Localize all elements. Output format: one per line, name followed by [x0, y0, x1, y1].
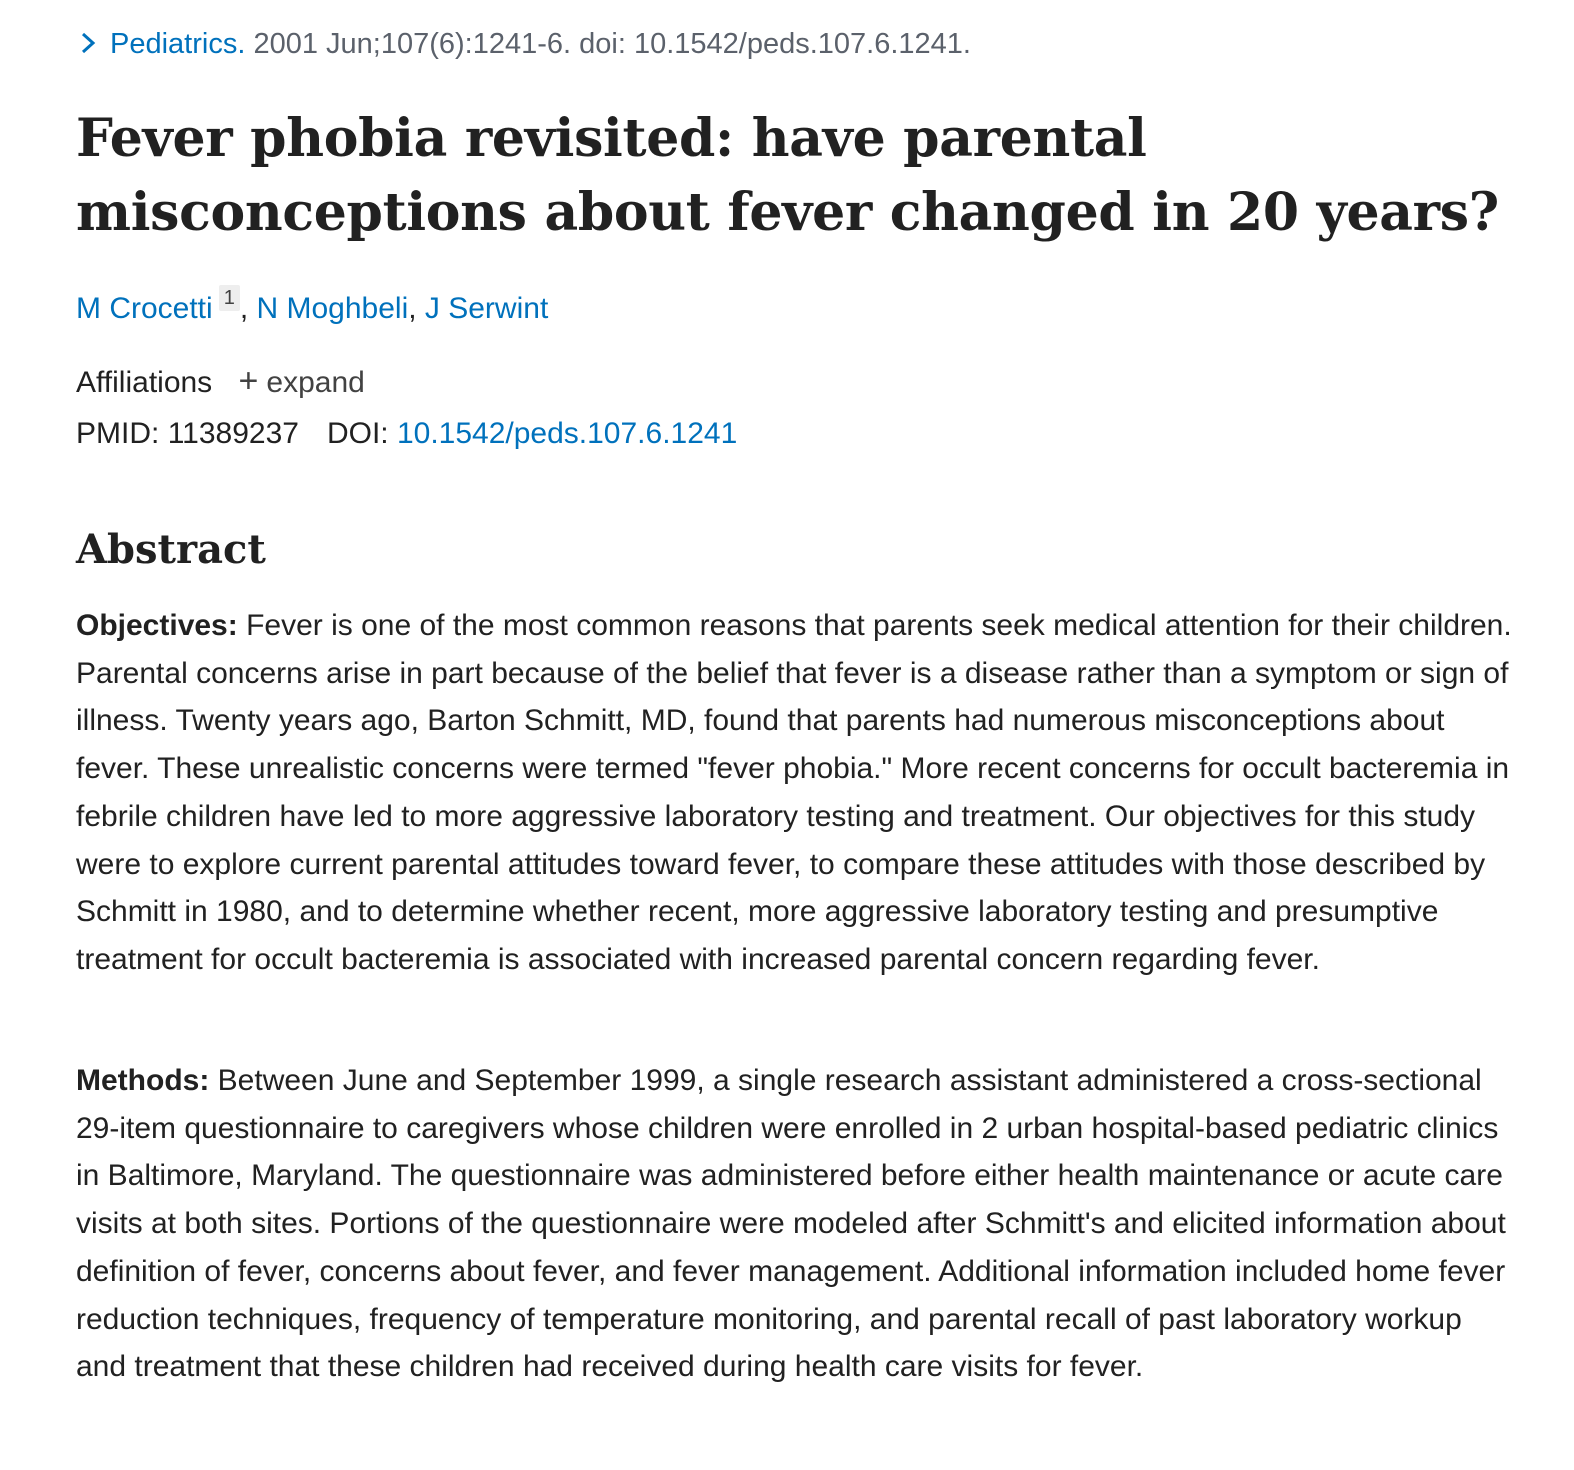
section-text: Between June and September 1999, a single research assistant administered a cross-sectional 29-item questionnaire to caregivers whose children were enrolled in 2 urban hospital-based pediatric clinics in Baltimore, Maryland. The questionnaire was administered before either health maintenance or acute care visits at both sites. Portions of the questionnaire were modeled after Schmitt's and elicited information about definition of fever, concerns about fever, and fever management. Additional information included home fever reduction techniques, frequency of temperature monitoring, and parental recall of past laboratory workup and treatment that these children had received during health care visits for fever.: [76, 1064, 1506, 1384]
identifiers-row: [76, 412, 737, 456]
section-label: Objectives:: [76, 609, 238, 642]
author-separator: ,: [239, 292, 257, 325]
abstract-paragraph-methods: [76, 1057, 1516, 1391]
section-text: Fever is one of the most common reasons that parents seek medical attention for their children. Parental concerns arise in part because of the belief that fever is a disease rather than a symptom or sign of illness. Twenty years ago, Barton Schmitt, MD, found that parents had numerous misconceptions about fever. These unrealistic concerns were termed "fever phobia." More recent concerns for occult bacteremia in febrile children have led to more aggressive laboratory testing and treatment. Our objectives for this study were to explore current parental attitudes toward fever, to compare these attitudes with those described by Schmitt in 1980, and to determine whether recent, more aggressive laboratory testing and presumptive treatment for occult bacteremia is associated with increased parental concern regarding fever.: [76, 609, 1512, 976]
expand-label: expand: [266, 366, 365, 399]
author-link[interactable]: N Moghbeli: [256, 292, 409, 325]
section-label: Methods:: [76, 1064, 210, 1097]
plus-icon: +: [238, 362, 259, 400]
citation-details: 2001 Jun;107(6):1241-6. doi: 10.1542/peds.107.6.1241.: [245, 28, 971, 60]
article-title: Fever phobia revisited: have parental misconceptions about fever changed in 20 years?: [76, 108, 1499, 243]
doi-link[interactable]: 10.1542/peds.107.6.1241: [396, 417, 738, 450]
author-list: [76, 285, 548, 331]
journal-link[interactable]: Pediatrics.: [110, 28, 246, 60]
chevron-right-icon[interactable]: [76, 28, 102, 58]
affiliations-label: Affiliations: [76, 366, 213, 399]
expand-affiliations-button[interactable]: [239, 359, 365, 405]
abstract-paragraph-objectives: [76, 602, 1516, 984]
author-link[interactable]: M Crocetti: [76, 292, 213, 325]
abstract-heading: Abstract: [76, 526, 266, 573]
affiliation-ref-badge[interactable]: 1: [219, 285, 240, 311]
citation-line: [76, 26, 971, 62]
author-separator: ,: [408, 292, 425, 325]
pmid-label: PMID:: [76, 417, 160, 450]
pmid-value: 11389237: [167, 417, 299, 450]
doi-label: DOI:: [326, 417, 389, 450]
author-link[interactable]: J Serwint: [424, 292, 549, 325]
affiliations-row: [76, 359, 365, 405]
